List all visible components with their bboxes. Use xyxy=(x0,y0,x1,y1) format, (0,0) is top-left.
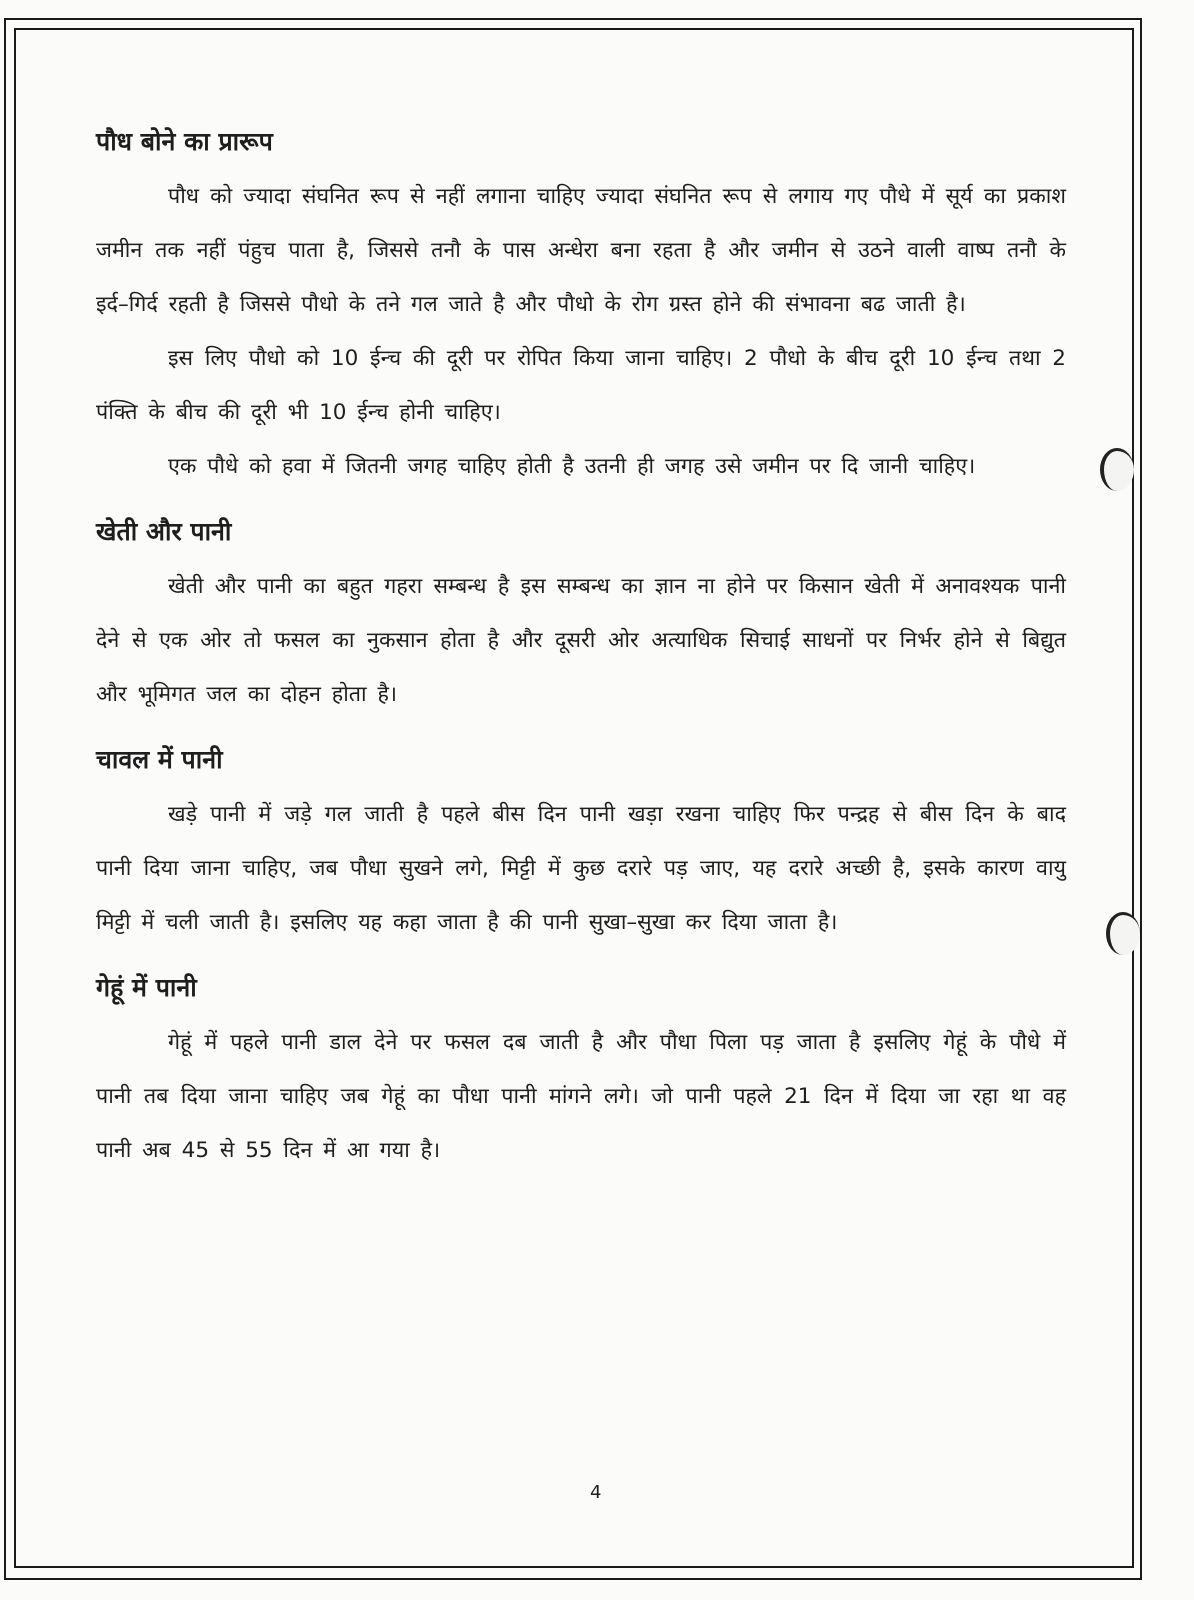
section-farming-water xyxy=(96,512,1066,722)
page-number: 4 xyxy=(590,1482,602,1503)
paragraph: गेहूं में पहले पानी डाल देने पर फसल दब जाती है और पौधा पिला पड़ जाता है इसलिए गेहूं के पौधे में पानी तब दिया जाना चाहिए जब गेहूं का पौधा पानी मांगने लगे। जो पानी पहले 21 दिन में दिया जा रहा था वह पानी अब 45 से 55 दिन में आ गया है। xyxy=(96,1030,1066,1163)
paragraph: पौध को ज्यादा संघनित रूप से नहीं लगाना चाहिए ज्यादा संघनित रूप से लगाय गए पौधे में सूर्य का प्रकाश जमीन तक नहीं पंहुच पाता है, जिससे तनौ के पास अन्धेरा बना रहता है और जमीन से उठने वाली वाष्प तनौ के इर्द–गिर्द रहती है जिससे पौधो के तने गल जाते है और पौधो के रोग ग्रस्त होने की संभावना बढ जाती है। xyxy=(96,184,1066,317)
punch-hole-top xyxy=(1100,448,1134,491)
section-heading: खेती और पानी xyxy=(96,517,232,546)
punch-hole-bottom xyxy=(1106,912,1140,955)
paragraph: खेती और पानी का बहुत गहरा सम्बन्ध है इस सम्बन्ध का ज्ञान ना होने पर किसान खेती में अनावश्यक पानी देने से एक ओर तो फसल का नुकसान होता है और दूसरी ओर अत्याधिक सिचाई साधनों पर निर्भर होने से बिद्युत और भूमिगत जल का दोहन होता है। xyxy=(96,574,1066,707)
paragraph: एक पौधे को हवा में जितनी जगह चाहिए होती है उतनी ही जगह उसे जमीन पर दि जानी चाहिए। xyxy=(168,454,976,479)
section-heading: पौध बोने का प्रारूप xyxy=(96,127,273,156)
section-rice-water xyxy=(96,740,1066,950)
paragraph: खड़े पानी में जड़े गल जाती है पहले बीस दिन पानी खड़ा रखना चाहिए फिर पन्द्रह से बीस दिन के बाद पानी दिया जाना चाहिए, जब पौधा सुखने लगे, मिट्टी में कुछ दरारे पड़ जाए, यह दरारे अच्छी है, इसके कारण वायु मिट्टी में चली जाती है। इसलिए यह कहा जाता है की पानी सुखा–सुखा कर दिया जाता है। xyxy=(96,802,1066,935)
section-plant-spacing xyxy=(96,122,1066,494)
section-wheat-water xyxy=(96,968,1066,1178)
paragraph: इस लिए पौधो को 10 ईन्च की दूरी पर रोपित किया जाना चाहिए। 2 पौधो के बीच दूरी 10 ईन्च तथा 2 पंक्ति के बीच की दूरी भी 10 ईन्च होनी चाहिए। xyxy=(96,346,1066,425)
section-heading: चावल में पानी xyxy=(96,745,223,774)
document-body xyxy=(96,122,1066,1178)
section-heading: गेहूं में पानी xyxy=(96,973,197,1002)
